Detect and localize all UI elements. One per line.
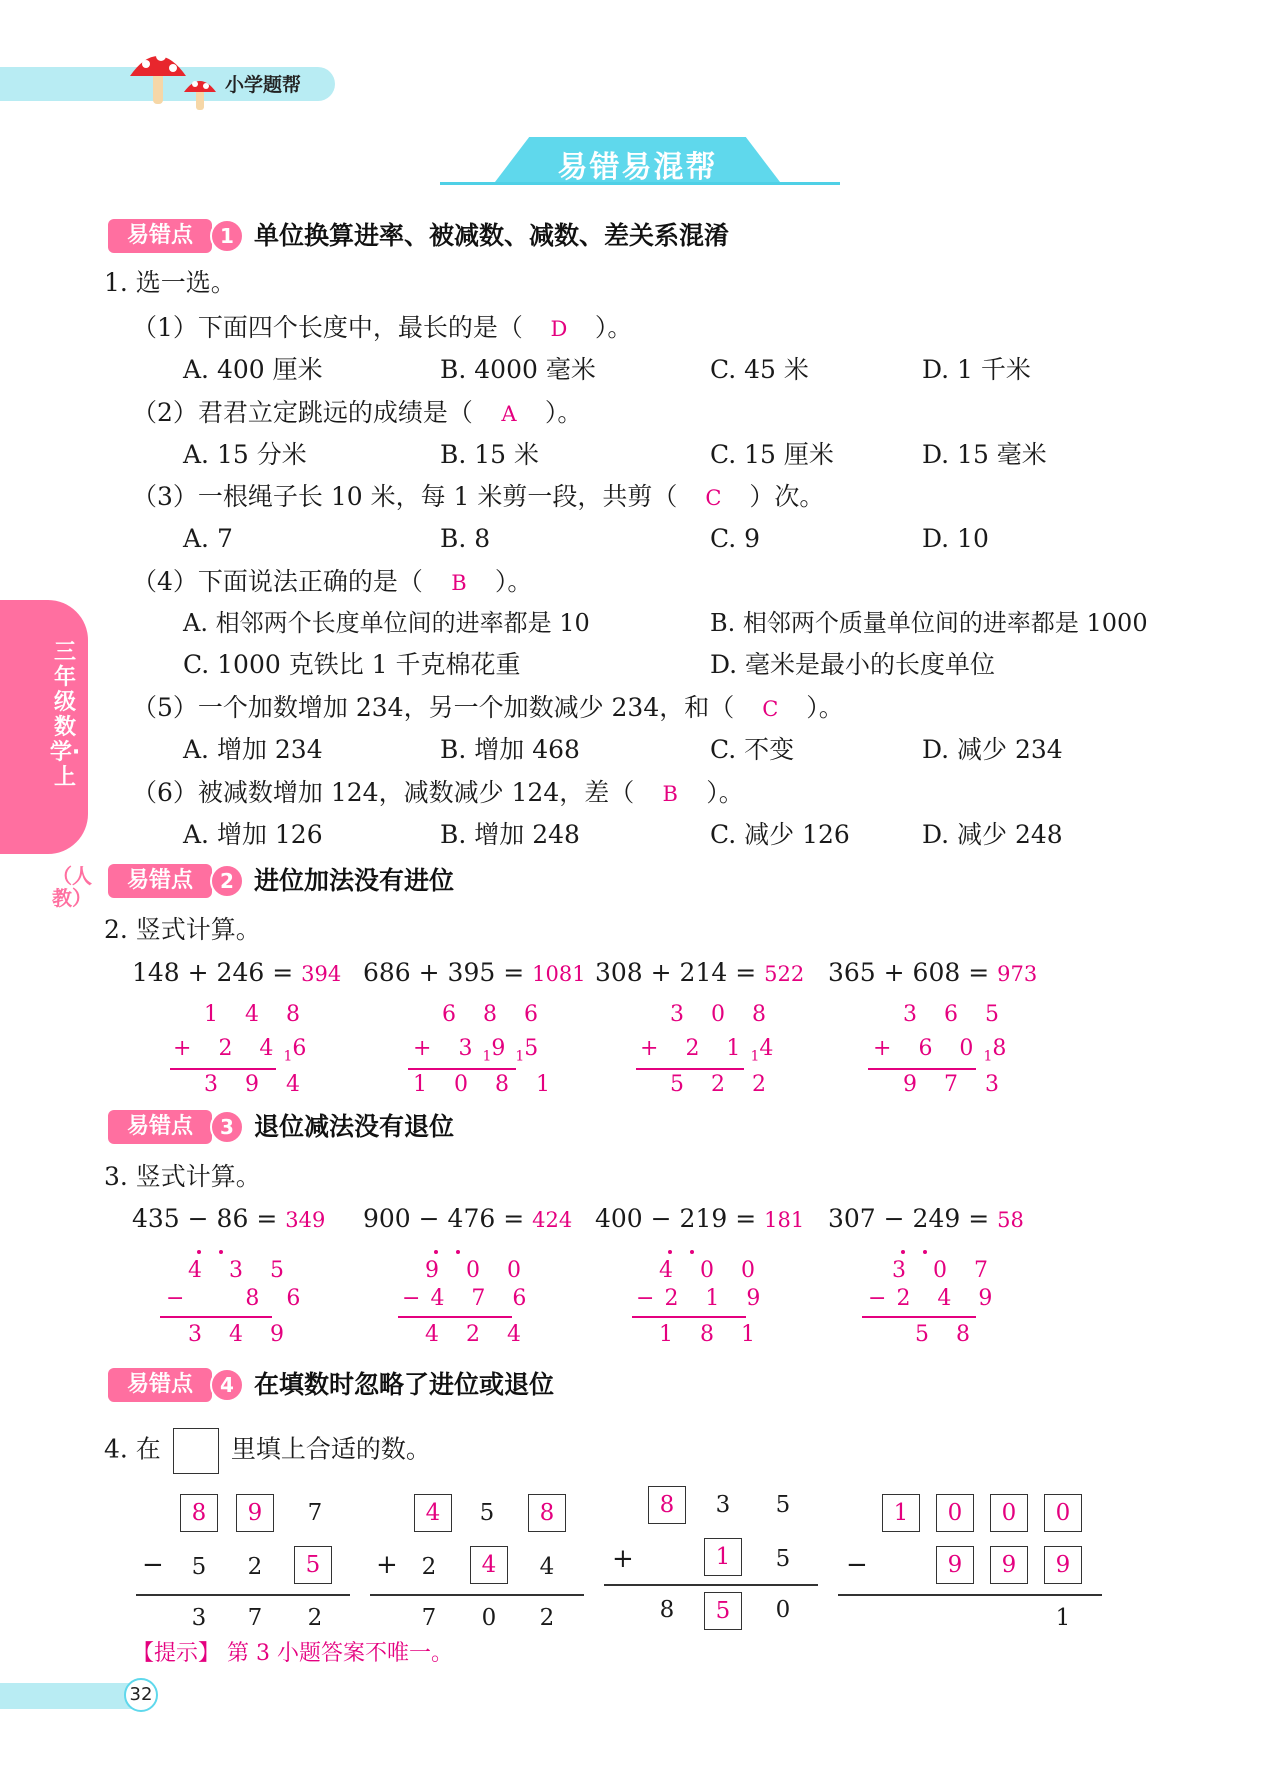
vertical-diff: 4 2 4 — [425, 1322, 531, 1347]
borrow-dot — [197, 1250, 201, 1254]
option: D. 毫米是最小的长度单位 — [710, 650, 996, 679]
fill-box[interactable]: 9 — [236, 1494, 274, 1532]
page-title-banner — [440, 137, 840, 185]
fill-box[interactable]: 8 — [528, 1494, 566, 1532]
option: D. 减少 234 — [922, 735, 1063, 764]
digit: 4 — [539, 1554, 555, 1580]
equation: 148 + 246 = 394 — [132, 958, 342, 987]
fill-box[interactable]: 0 — [990, 1494, 1028, 1532]
borrow-dot — [690, 1250, 694, 1254]
digit: 2 — [421, 1554, 437, 1580]
question-4-title: 4. 在 里填上合适的数。 — [104, 1428, 431, 1474]
vertical-top: 3 6 5 — [903, 1002, 1009, 1027]
option: C. 15 厘米 — [710, 440, 834, 469]
plus-sign: + — [612, 1544, 634, 1574]
page-title: 易错易混帮 — [557, 150, 718, 185]
vertical-diff: 3 4 9 — [188, 1322, 294, 1347]
grade-label: 三年级数学·上 — [49, 640, 81, 790]
vertical-top: 3 0 8 — [670, 1002, 776, 1027]
vertical-sum: 3 9 4 — [204, 1072, 310, 1097]
option: C. 45 米 — [710, 355, 809, 384]
vertical-bottom: + 2 $4_16$ — [173, 1036, 317, 1065]
digit: 2 — [539, 1605, 555, 1631]
option: A. 7 — [183, 524, 233, 553]
vertical-diff: 5 8 — [915, 1322, 980, 1347]
vertical-bottom: − 8 6 — [166, 1286, 311, 1311]
section-title: 在填数时忽略了进位或退位 — [254, 1370, 555, 1399]
vertical-top: 3 0 7 — [892, 1258, 998, 1283]
borrow-dot — [456, 1250, 460, 1254]
vertical-sum: 9 7 3 — [903, 1072, 1009, 1097]
section-title: 退位减法没有退位 — [254, 1112, 455, 1141]
option: C. 不变 — [710, 735, 795, 764]
question-2-title: 2. 竖式计算。 — [104, 915, 261, 944]
blank-box-sample — [173, 1428, 219, 1474]
equation: 308 + 214 = 522 — [595, 958, 805, 987]
question-1-1: （1）下面四个长度中，最长的是（ D ）。 — [132, 313, 633, 342]
vertical-diff: 1 8 1 — [659, 1322, 765, 1347]
digit: 7 — [421, 1605, 437, 1631]
fill-box[interactable]: 9 — [1044, 1546, 1082, 1584]
fill-box[interactable]: 4 — [414, 1494, 452, 1532]
question-1-title: 1. 选一选。 — [104, 268, 236, 297]
answer-mark: C — [705, 486, 722, 510]
option: A. 增加 234 — [183, 735, 323, 764]
answer-mark: C — [762, 697, 779, 721]
section-title: 进位加法没有进位 — [254, 866, 455, 895]
sum-line — [136, 1594, 350, 1596]
digit: 2 — [247, 1554, 263, 1580]
vertical-bottom: −2 4 9 — [868, 1286, 1003, 1311]
borrow-dot — [668, 1250, 672, 1254]
vertical-top: 1 4 8 — [204, 1002, 310, 1027]
equation: 900 − 476 = 424 — [363, 1204, 573, 1233]
option: A. 增加 126 — [183, 820, 323, 849]
option: C. 1000 克铁比 1 千克棉花重 — [183, 650, 521, 679]
vertical-bottom: + 6 $0_18$ — [873, 1036, 1017, 1065]
fill-box[interactable]: 0 — [1044, 1494, 1082, 1532]
vertical-line — [632, 1316, 746, 1318]
vertical-top: 6 8 6 — [442, 1002, 548, 1027]
vertical-line — [862, 1316, 976, 1318]
digit: 1 — [1055, 1605, 1071, 1631]
digit: 0 — [481, 1605, 497, 1631]
brand-name: 小学题帮 — [225, 74, 302, 96]
vertical-bottom: −2 1 9 — [636, 1286, 771, 1311]
borrow-dot — [434, 1250, 438, 1254]
option: D. 减少 248 — [922, 820, 1063, 849]
borrow-dot — [901, 1250, 905, 1254]
minus-sign: − — [142, 1550, 164, 1580]
option: A. 相邻两个长度单位间的进率都是 10 — [183, 609, 590, 637]
question-1-5: （5）一个加数增加 234，另一个加数减少 234，和（ C ）。 — [132, 693, 844, 722]
option: D. 1 千米 — [922, 355, 1031, 384]
page-number: 32 — [124, 1678, 158, 1712]
digit: 7 — [307, 1500, 323, 1526]
fill-box[interactable]: 0 — [936, 1494, 974, 1532]
digit: 2 — [307, 1605, 323, 1631]
vertical-bottom: −4 7 6 — [402, 1286, 537, 1311]
edition-label: （人教） — [52, 864, 92, 910]
plus-sign: + — [376, 1550, 398, 1580]
hint-text: 【提示】 第 3 小题答案不唯一。 — [132, 1641, 453, 1666]
borrow-dot — [923, 1250, 927, 1254]
vertical-sum: 1 0 8 1 — [413, 1072, 560, 1097]
option: B. 增加 468 — [440, 735, 580, 764]
option: A. 15 分米 — [183, 440, 307, 469]
vertical-bottom: + $3_19_15$ — [413, 1036, 549, 1065]
equation: 365 + 608 = 973 — [828, 958, 1038, 987]
answer-mark: A — [501, 402, 517, 426]
digit: 0 — [775, 1597, 791, 1623]
question-3-title: 3. 竖式计算。 — [104, 1162, 261, 1191]
vertical-sum: 5 2 2 — [670, 1072, 776, 1097]
option: B. 8 — [440, 524, 491, 553]
minus-sign: − — [846, 1550, 868, 1580]
vertical-top: 9 0 0 — [425, 1258, 531, 1283]
fill-box[interactable]: 1 — [882, 1494, 920, 1532]
mushroom-icon — [128, 44, 223, 114]
digit: 8 — [659, 1597, 675, 1623]
equation: 307 − 249 = 58 — [828, 1204, 1024, 1233]
sum-line — [604, 1584, 818, 1586]
fill-box[interactable]: 8 — [180, 1494, 218, 1532]
equation: 400 − 219 = 181 — [595, 1204, 805, 1233]
vertical-bottom: + 2 $1_14$ — [640, 1036, 784, 1065]
vertical-line — [160, 1316, 272, 1318]
section-title: 单位换算进率、被减数、减数、差关系混淆 — [254, 221, 730, 250]
answer-mark: B — [451, 571, 467, 595]
question-1-2: （2）君君立定跳远的成绩是（ A ）。 — [132, 398, 583, 427]
digit: 5 — [775, 1546, 791, 1572]
option: B. 相邻两个质量单位间的进率都是 1000 — [710, 609, 1148, 637]
fill-box[interactable]: 5 — [704, 1592, 742, 1630]
option: D. 10 — [922, 524, 989, 553]
option: C. 减少 126 — [710, 820, 850, 849]
equation: 686 + 395 = 1081 — [363, 958, 586, 987]
option: A. 400 厘米 — [183, 355, 323, 384]
question-1-4: （4）下面说法正确的是（ B ）。 — [132, 567, 533, 596]
digit: 3 — [191, 1605, 207, 1631]
option: C. 9 — [710, 524, 761, 553]
option: B. 15 米 — [440, 440, 540, 469]
sum-line — [838, 1594, 1102, 1596]
option: D. 15 毫米 — [922, 440, 1047, 469]
digit: 7 — [247, 1605, 263, 1631]
borrow-dot — [219, 1250, 223, 1254]
question-1-6: （6）被减数增加 124，减数减少 124，差（ B ）。 — [132, 778, 744, 807]
vertical-top: 4 3 5 — [188, 1258, 294, 1283]
equation: 435 − 86 = 349 — [132, 1204, 326, 1233]
sum-line — [370, 1594, 584, 1596]
vertical-line — [398, 1316, 512, 1318]
digit: 5 — [479, 1500, 495, 1526]
fill-box[interactable]: 4 — [470, 1546, 508, 1584]
fill-box[interactable]: 9 — [936, 1546, 974, 1584]
digit: 3 — [715, 1492, 731, 1518]
fill-box[interactable]: 8 — [648, 1486, 686, 1524]
fill-box[interactable]: 1 — [704, 1538, 742, 1576]
vertical-top: 4 0 0 — [659, 1258, 765, 1283]
answer-mark: B — [662, 782, 678, 806]
digit: 5 — [775, 1492, 791, 1518]
option: B. 增加 248 — [440, 820, 580, 849]
fill-box[interactable]: 5 — [294, 1546, 332, 1584]
option: B. 4000 毫米 — [440, 355, 596, 384]
fill-box[interactable]: 9 — [990, 1546, 1028, 1584]
digit: 5 — [191, 1554, 207, 1580]
answer-mark: D — [550, 317, 568, 341]
question-1-3: （3）一根绳子长 10 米，每 1 米剪一段，共剪（ C ）次。 — [132, 482, 825, 511]
